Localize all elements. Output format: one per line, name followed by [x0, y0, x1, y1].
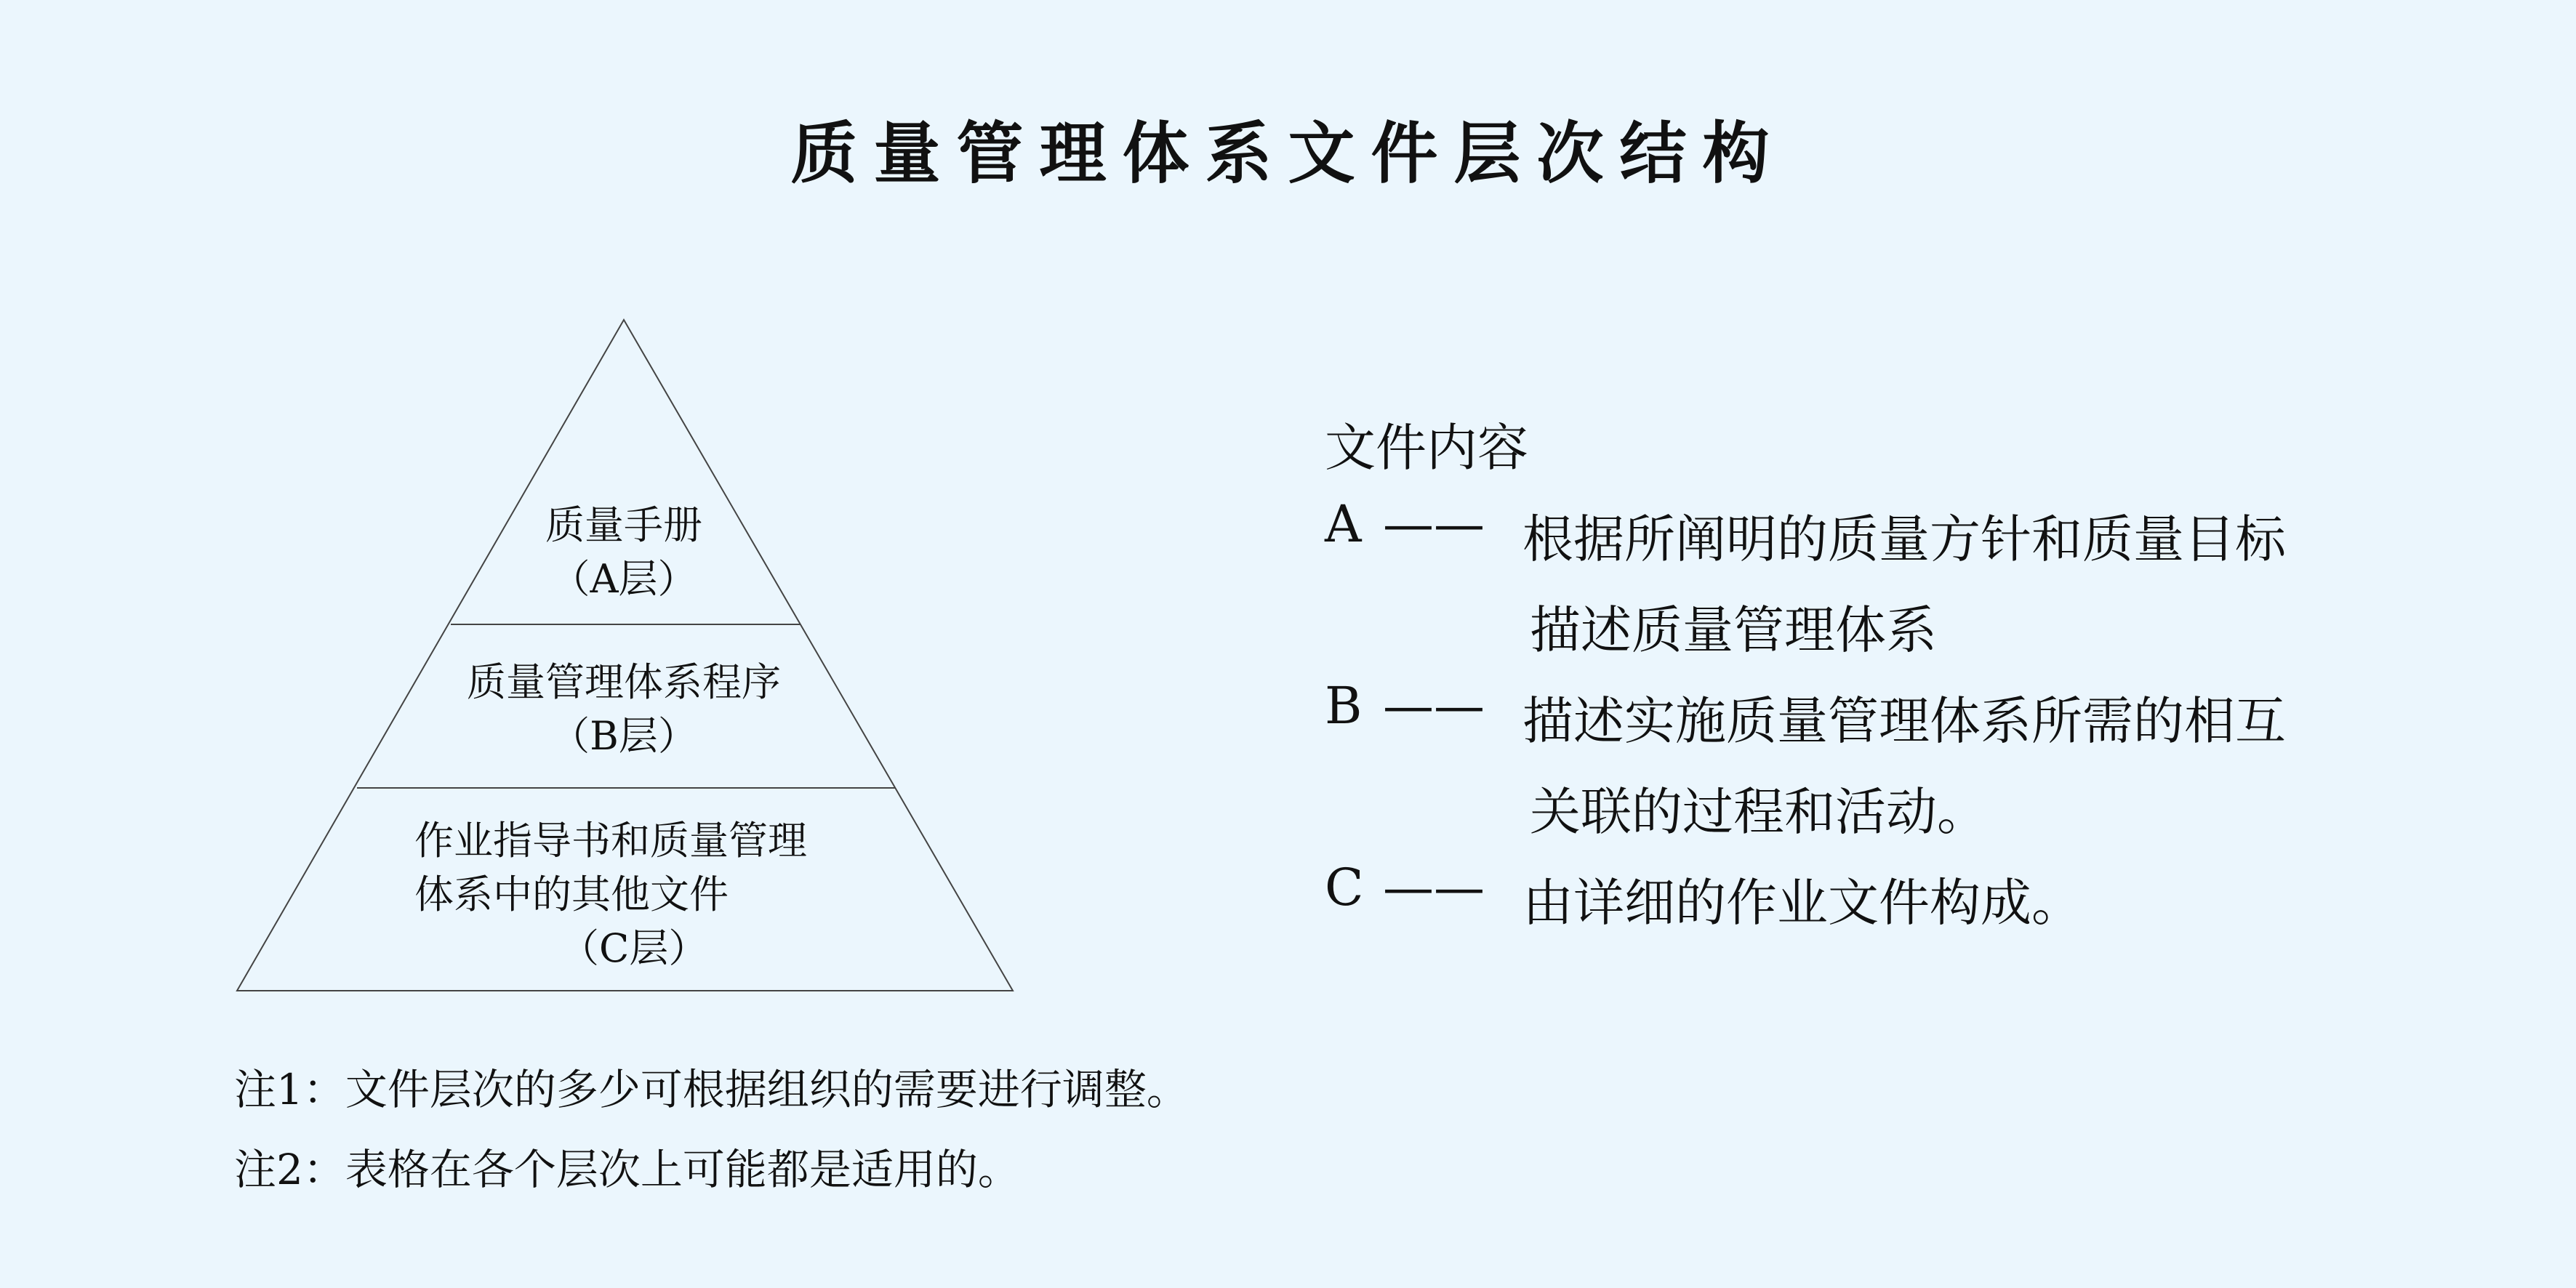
item-a-text: [1522, 494, 2286, 676]
item-b-letter: B: [1325, 676, 1363, 736]
item-a-dash: ——: [1383, 494, 1485, 554]
layer-b-label: [406, 656, 842, 763]
layer-a-name: 质量手册: [545, 502, 702, 548]
item-a-line1: 根据所阐明的质量方针和质量目标: [1522, 510, 2286, 569]
note-1: 注1：文件层次的多少可根据组织的需要进行调整。: [234, 1065, 1189, 1114]
item-c-dash: ——: [1383, 858, 1485, 917]
layer-c-line2: 体系中的其他文件: [414, 872, 729, 917]
layer-c-line1: 作业指导书和质量管理: [414, 818, 807, 864]
item-a-letter: A: [1325, 494, 1362, 554]
layer-a-label: [515, 499, 733, 606]
layer-b-name: 质量管理体系程序: [467, 659, 781, 705]
layer-a-level: （A层）: [550, 556, 697, 602]
diagram-title: 质量管理体系文件层次结构: [790, 115, 1786, 193]
item-b-text: [1522, 676, 2286, 858]
item-b-dash: ——: [1383, 676, 1485, 736]
item-b-line1: 描述实施质量管理体系所需的相互: [1522, 691, 2286, 751]
layer-b-level: （B层）: [550, 713, 697, 759]
layer-c-label: [414, 814, 807, 975]
content-heading: 文件内容: [1325, 418, 1528, 478]
item-c-line1: 由详细的作业文件构成。: [1522, 873, 2082, 933]
item-c-text: [1522, 858, 2082, 949]
item-b-line2: 关联的过程和活动。: [1530, 782, 1988, 842]
layer-c-level: （C层）: [560, 925, 708, 971]
item-c-letter: C: [1325, 858, 1364, 917]
item-a-line2: 描述质量管理体系: [1530, 600, 1937, 660]
note-2: 注2：表格在各个层次上可能都是适用的。: [234, 1145, 1020, 1194]
